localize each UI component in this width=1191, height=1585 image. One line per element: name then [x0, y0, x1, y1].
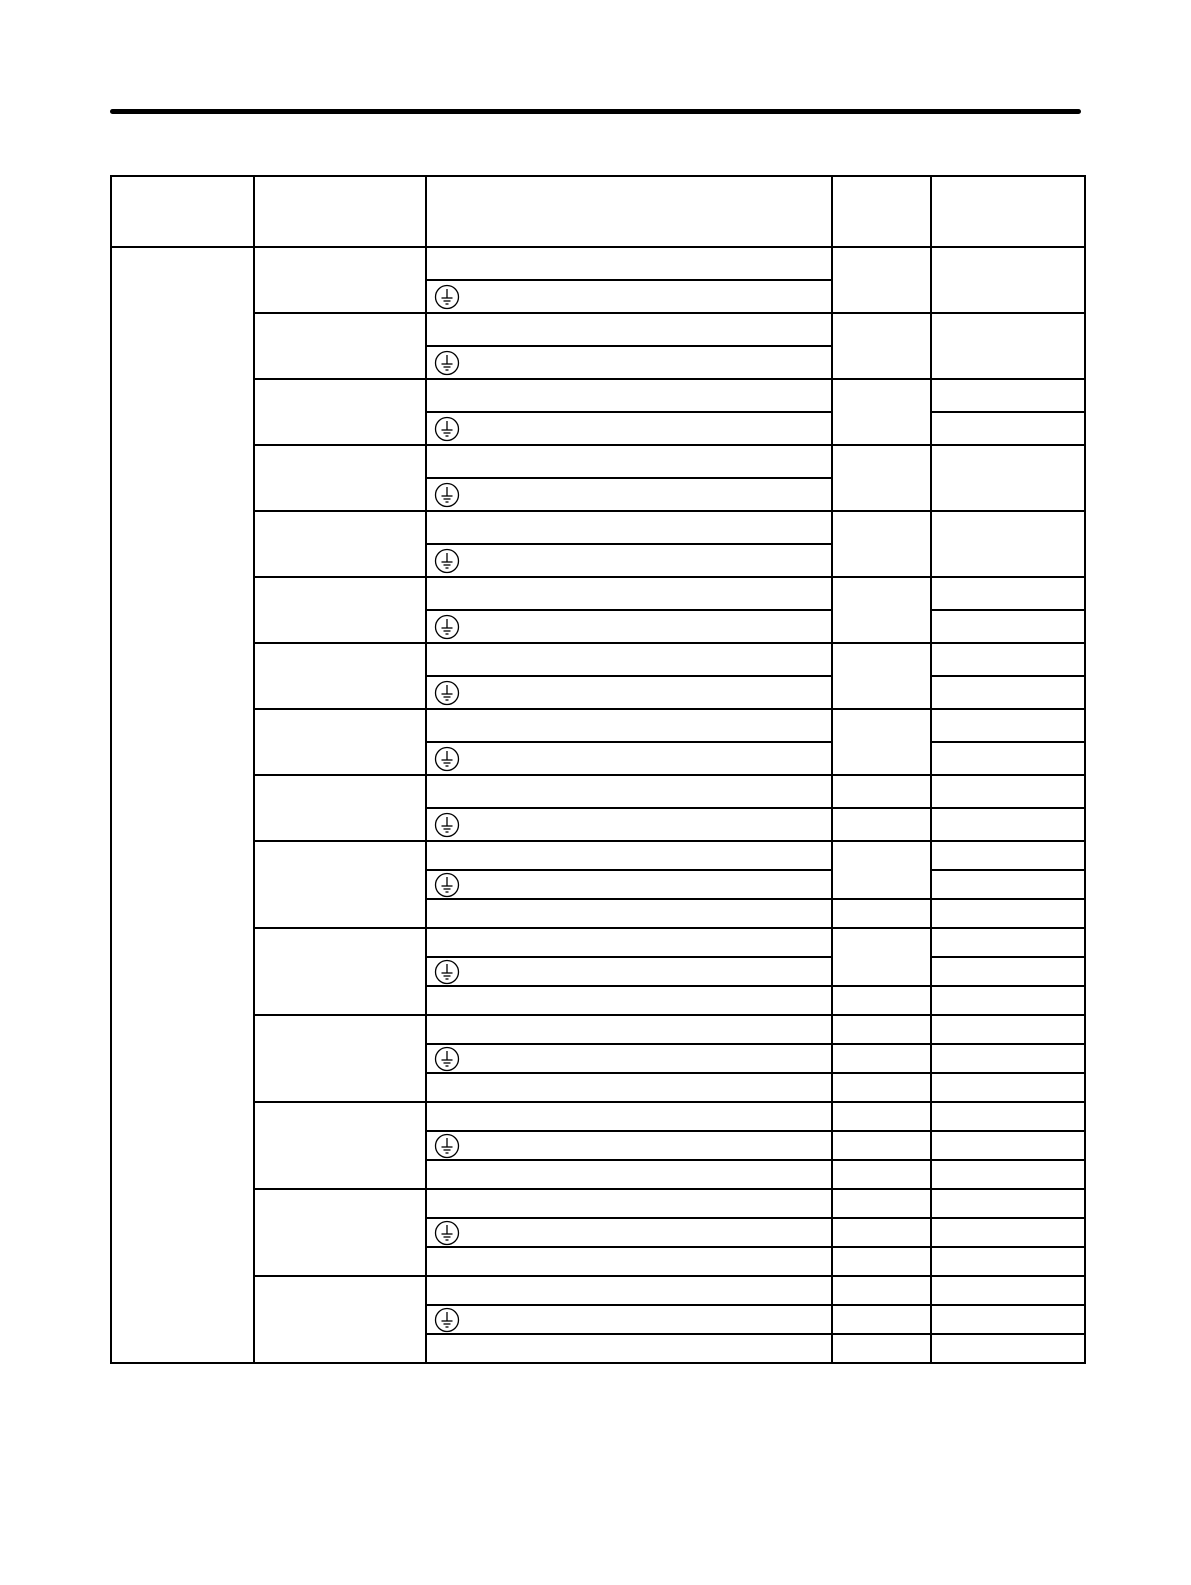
item-cell [254, 1276, 426, 1363]
note-cell [931, 808, 1085, 841]
spec-table [110, 175, 1086, 1364]
value-cell [832, 709, 931, 775]
note-cell [931, 676, 1085, 709]
table-row [111, 1015, 1085, 1044]
value-cell [832, 577, 931, 643]
description-cell [426, 1044, 832, 1073]
table-row [111, 643, 1085, 676]
item-cell [254, 1102, 426, 1189]
description-cell [426, 313, 832, 346]
description-cell [426, 544, 832, 577]
header-cell-2 [254, 176, 426, 247]
note-cell [931, 1218, 1085, 1247]
note-cell [931, 928, 1085, 957]
value-cell [832, 1073, 931, 1102]
note-cell [931, 247, 1085, 313]
note-cell [931, 445, 1085, 511]
item-cell [254, 709, 426, 775]
note-cell [931, 379, 1085, 412]
note-cell [931, 610, 1085, 643]
protective-earth-ground-icon [434, 812, 460, 838]
value-cell [832, 1044, 931, 1073]
description-cell [426, 986, 832, 1015]
note-cell [931, 1044, 1085, 1073]
item-cell [254, 577, 426, 643]
item-cell [254, 511, 426, 577]
description-cell [426, 1102, 832, 1131]
header-cell-3 [426, 176, 832, 247]
description-cell [426, 676, 832, 709]
table-row [111, 577, 1085, 610]
note-cell [931, 775, 1085, 808]
description-cell [426, 1247, 832, 1276]
value-cell [832, 1131, 931, 1160]
description-cell [426, 957, 832, 986]
value-cell [832, 1247, 931, 1276]
protective-earth-ground-icon [434, 872, 460, 898]
note-cell [931, 986, 1085, 1015]
description-cell [426, 610, 832, 643]
description-cell [426, 412, 832, 445]
value-cell [832, 313, 931, 379]
value-cell [832, 1305, 931, 1334]
value-cell [832, 379, 931, 445]
category-cell [111, 247, 254, 1363]
item-cell [254, 1015, 426, 1102]
description-cell [426, 478, 832, 511]
value-cell [832, 841, 931, 899]
protective-earth-ground-icon [434, 416, 460, 442]
protective-earth-ground-icon [434, 680, 460, 706]
value-cell [832, 1160, 931, 1189]
note-cell [931, 1334, 1085, 1363]
description-cell [426, 1131, 832, 1160]
description-cell [426, 742, 832, 775]
value-cell [832, 445, 931, 511]
note-cell [931, 1160, 1085, 1189]
item-cell [254, 841, 426, 928]
note-cell [931, 313, 1085, 379]
table-row [111, 313, 1085, 346]
description-cell [426, 870, 832, 899]
protective-earth-ground-icon [434, 1046, 460, 1072]
table-row [111, 1102, 1085, 1131]
item-cell [254, 247, 426, 313]
item-cell [254, 1189, 426, 1276]
value-cell [832, 899, 931, 928]
description-cell [426, 709, 832, 742]
description-cell [426, 1334, 832, 1363]
protective-earth-ground-icon [434, 350, 460, 376]
table-body [111, 247, 1085, 1363]
value-cell [832, 1334, 931, 1363]
table-row [111, 247, 1085, 280]
table-row [111, 1276, 1085, 1305]
description-cell [426, 643, 832, 676]
description-cell [426, 511, 832, 544]
note-cell [931, 709, 1085, 742]
description-cell [426, 1160, 832, 1189]
protective-earth-ground-icon [434, 959, 460, 985]
description-cell [426, 1189, 832, 1218]
description-cell [426, 280, 832, 313]
protective-earth-ground-icon [434, 1307, 460, 1333]
value-cell [832, 808, 931, 841]
value-cell [832, 1102, 931, 1131]
note-cell [931, 511, 1085, 577]
top-rule [110, 109, 1081, 114]
note-cell [931, 899, 1085, 928]
note-cell [931, 1189, 1085, 1218]
value-cell [832, 1218, 931, 1247]
table-row [111, 928, 1085, 957]
table-row [111, 511, 1085, 544]
value-cell [832, 511, 931, 577]
value-cell [832, 1276, 931, 1305]
value-cell [832, 1015, 931, 1044]
table-row [111, 775, 1085, 808]
description-cell [426, 247, 832, 280]
note-cell [931, 1305, 1085, 1334]
note-cell [931, 1015, 1085, 1044]
protective-earth-ground-icon [434, 482, 460, 508]
value-cell [832, 986, 931, 1015]
item-cell [254, 379, 426, 445]
value-cell [832, 247, 931, 313]
description-cell [426, 899, 832, 928]
note-cell [931, 1247, 1085, 1276]
description-cell [426, 1305, 832, 1334]
header-cell-4 [832, 176, 931, 247]
item-cell [254, 643, 426, 709]
protective-earth-ground-icon [434, 614, 460, 640]
note-cell [931, 870, 1085, 899]
note-cell [931, 1102, 1085, 1131]
description-cell [426, 1073, 832, 1102]
protective-earth-ground-icon [434, 284, 460, 310]
description-cell [426, 577, 832, 610]
item-cell [254, 775, 426, 841]
description-cell [426, 928, 832, 957]
note-cell [931, 577, 1085, 610]
value-cell [832, 1189, 931, 1218]
table-row [111, 1189, 1085, 1218]
note-cell [931, 1073, 1085, 1102]
note-cell [931, 841, 1085, 870]
description-cell [426, 346, 832, 379]
table-row [111, 445, 1085, 478]
table-row [111, 841, 1085, 870]
item-cell [254, 445, 426, 511]
value-cell [832, 775, 931, 808]
value-cell [832, 928, 931, 986]
description-cell [426, 808, 832, 841]
table-row [111, 379, 1085, 412]
protective-earth-ground-icon [434, 548, 460, 574]
note-cell [931, 1131, 1085, 1160]
header-cell-1 [111, 176, 254, 247]
note-cell [931, 643, 1085, 676]
description-cell [426, 1218, 832, 1247]
description-cell [426, 1015, 832, 1044]
note-cell [931, 1276, 1085, 1305]
protective-earth-ground-icon [434, 1220, 460, 1246]
description-cell [426, 841, 832, 870]
note-cell [931, 412, 1085, 445]
value-cell [832, 643, 931, 709]
note-cell [931, 742, 1085, 775]
item-cell [254, 928, 426, 1015]
table-row [111, 709, 1085, 742]
table-header-row [111, 176, 1085, 247]
note-cell [931, 957, 1085, 986]
description-cell [426, 445, 832, 478]
item-cell [254, 313, 426, 379]
description-cell [426, 1276, 832, 1305]
header-cell-5 [931, 176, 1085, 247]
protective-earth-ground-icon [434, 746, 460, 772]
description-cell [426, 775, 832, 808]
protective-earth-ground-icon [434, 1133, 460, 1159]
description-cell [426, 379, 832, 412]
